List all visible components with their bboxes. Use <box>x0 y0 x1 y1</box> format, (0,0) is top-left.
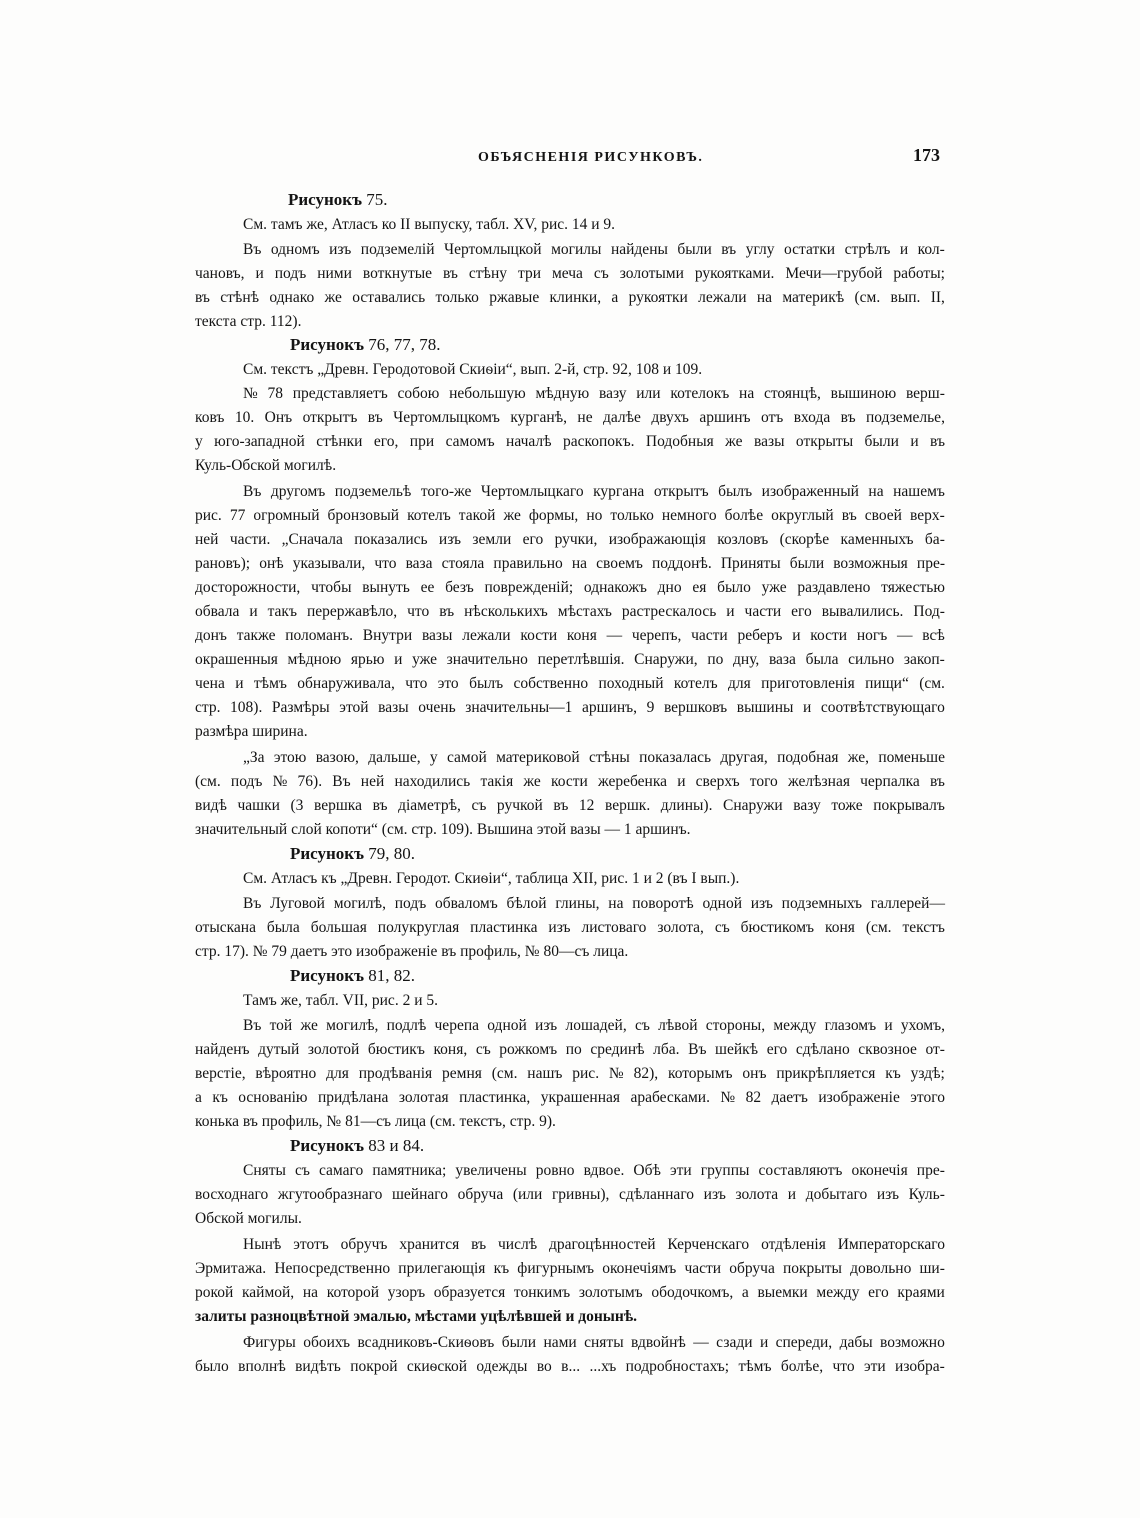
figure-heading-81-82: Рисунокъ 81, 82. <box>290 966 416 985</box>
figure-heading-76-78: Рисунокъ 76, 77, 78. <box>290 335 441 354</box>
page-number: 173 <box>913 145 940 165</box>
text-line: См. Атласъ къ „Древн. Геродот. Скиѳіи“, таблица XII, рис. 1 и 2 (въ I вып.). <box>243 870 740 887</box>
text-line: (см. подъ № 76). Въ ней находились такія же кости жеребенка и сверхъ того желѣзная черпалка въ <box>195 773 945 790</box>
text-line: стр. 108). Размѣры этой вазы очень значительны—1 аршинъ, 9 вершковъ вышины и соотвѣтствующаго <box>195 699 945 716</box>
text-line: найденъ дутый золотой бюстикъ коня, съ рожкомъ по срединѣ лба. Въ шейкѣ его сдѣлано сквозное от- <box>195 1041 945 1058</box>
text-line: обвала и такъ перержавѣло, что въ нѣсколькихъ мѣстахъ растрескалось и части его вывалились. Под- <box>195 603 945 620</box>
text-line: размѣра ширина. <box>195 723 308 740</box>
text-line: Въ той же могилѣ, подлѣ черепа одной изъ лошадей, съ лѣвой стороны, между глазомъ и ухомъ, <box>243 1017 945 1034</box>
text-line: См. текстъ „Древн. Геродотовой Скиѳіи“, вып. 2-й, стр. 92, 108 и 109. <box>243 361 703 378</box>
text-line: рис. 77 огромный бронзовый котелъ такой же формы, но только немного болѣе округлый въ своей верх- <box>195 507 945 524</box>
text-line: Куль-Обской могилѣ. <box>195 457 337 474</box>
text-line: чановъ, и подъ ними воткнутые въ стѣну три меча съ золотыми рукоятками. Мечи—грубой работы; <box>195 265 945 282</box>
text-line: Сняты съ самаго памятника; увеличены ровно вдвое. Обѣ эти группы составляютъ оконечія пре- <box>243 1162 945 1179</box>
figure-heading-79-80: Рисунокъ 79, 80. <box>290 844 416 863</box>
text-line: окрашенныя мѣдною ярью и уже значительно перетлѣвшія. Снаружи, по дну, ваза была сильно закоп- <box>195 651 945 668</box>
text-line: донъ также поломанъ. Внутри вазы лежали кости коня — черепъ, части реберъ и кости ногъ — всѣ <box>195 627 945 644</box>
text-line: стр. 17). № 79 даетъ это изображеніе въ профиль, № 80—съ лица. <box>195 943 629 960</box>
text-line: а къ основанію придѣлана золотая пластинка, украшенная арабесками. № 82 даетъ изображеніе этого <box>195 1089 945 1106</box>
text-line: досторожности, чтобы вынуть ее безъ поврежденій; однакожъ дно ея было уже раздавлено тяжестью <box>195 579 945 596</box>
text-line: Фигуры обоихъ всадниковъ-Скиѳовъ были нами сняты вдвойнѣ — сзади и спереди, дабы возможно <box>243 1334 945 1351</box>
text-line: См. тамъ же, Атласъ ко II выпуску, табл. XV, рис. 14 и 9. <box>243 216 616 233</box>
text-line: рокой каймой, на которой узоръ образуется тонкимъ золотымъ ободочкомъ, а выемки между его краями <box>195 1284 945 1301</box>
text-line: отыскана была большая полукруглая пластинка изъ листоваго золота, съ бюстикомъ коня (см. текстъ <box>195 919 945 936</box>
text-line: ковъ 10. Онъ открытъ въ Чертомлыцкомъ курганѣ, не далѣе двухъ аршинъ отъ входа въ подземелье, <box>195 409 945 426</box>
text-line: Въ другомъ подземельѣ того-же Чертомлыцкаго кургана открытъ былъ изображенный на нашемъ <box>243 483 945 500</box>
text-line: Въ одномъ изъ подземелій Чертомлыцкой могилы найдены были въ углу остатки стрѣлъ и кол- <box>243 241 945 258</box>
text-line: № 78 представляетъ собою небольшую мѣдную вазу или котелокъ на стоянцѣ, вышиною верш- <box>243 385 945 402</box>
text-line: залиты разноцвѣтной эмалью, мѣстами уцѣлѣвшей и донынѣ. <box>195 1308 638 1325</box>
text-line: текста стр. 112). <box>195 313 302 330</box>
text-line: Нынѣ этотъ обручъ хранится въ числѣ драгоцѣнностей Керченскаго отдѣленія Императорскаго <box>243 1236 945 1253</box>
text-line: конька въ профиль, № 81—съ лица (см. текстъ, стр. 9). <box>195 1113 556 1130</box>
running-title: ОБЪЯСНЕНІЯ РИСУНКОВЪ. <box>478 150 704 165</box>
text-line: восходнаго жгутообразнаго шейнаго обруча (или гривны), сдѣланнаго изъ золота и добытаго изъ Куль- <box>195 1186 945 1203</box>
text-line: Тамъ же, табл. VII, рис. 2 и 5. <box>243 992 438 1009</box>
text-line: верстіе, вѣроятно для продѣванія ремня (см. нашъ рис. № 82), которымъ онъ прикрѣпляется къ уздѣ; <box>195 1065 945 1082</box>
figure-heading-83-84: Рисунокъ 83 и 84. <box>290 1136 425 1155</box>
text-line: у юго-западной стѣнки его, при самомъ началѣ раскопокъ. Подобныя же вазы открыты были и въ <box>195 433 945 450</box>
text-line: видѣ чашки (3 вершка въ діаметрѣ, съ ручкой въ 12 вершк. длины). Снаружи вазу тоже покрывалъ <box>195 797 945 814</box>
text-line: Обской могилы. <box>195 1210 302 1227</box>
text-line: „За этою вазою, дальше, у самой материковой стѣны показалась другая, подобная же, поменьше <box>243 749 945 766</box>
text-line: Эрмитажа. Непосредственно прилегающія къ фигурнымъ оконечіямъ части обруча покрыты довольно ши- <box>195 1260 945 1277</box>
text-line: было вполнѣ видѣть покрой скиѳской одежды во в... ...хъ подробностахъ; тѣмъ болѣе, что эти изобра- <box>195 1358 945 1375</box>
text-line: рановъ); онѣ указывали, что ваза стояла правильно на своемъ поддонѣ. Приняты были возможныя пре- <box>195 555 945 572</box>
figure-heading-75: Рисунокъ 75. <box>288 190 388 209</box>
text-line: въ стѣнѣ однако же оставались только ржавые клинки, а рукоятки лежали на материкѣ (см. вып. II, <box>195 289 945 306</box>
text-line: чена и тѣмъ обнаруживала, что это былъ собственно походный котелъ для приготовленія пищи“ (см. <box>195 675 945 692</box>
text-line: ней части. „Сначала показались изъ земли его ручки, изображающія козловъ (скорѣе каменныхъ ба- <box>195 531 945 548</box>
text-line: Въ Луговой могилѣ, подъ обваломъ бѣлой глины, на поворотѣ одной изъ подземныхъ галлерей— <box>243 895 945 912</box>
text-line: значительный слой копоти“ (см. стр. 109). Вышина этой вазы — 1 аршинъ. <box>195 821 691 838</box>
